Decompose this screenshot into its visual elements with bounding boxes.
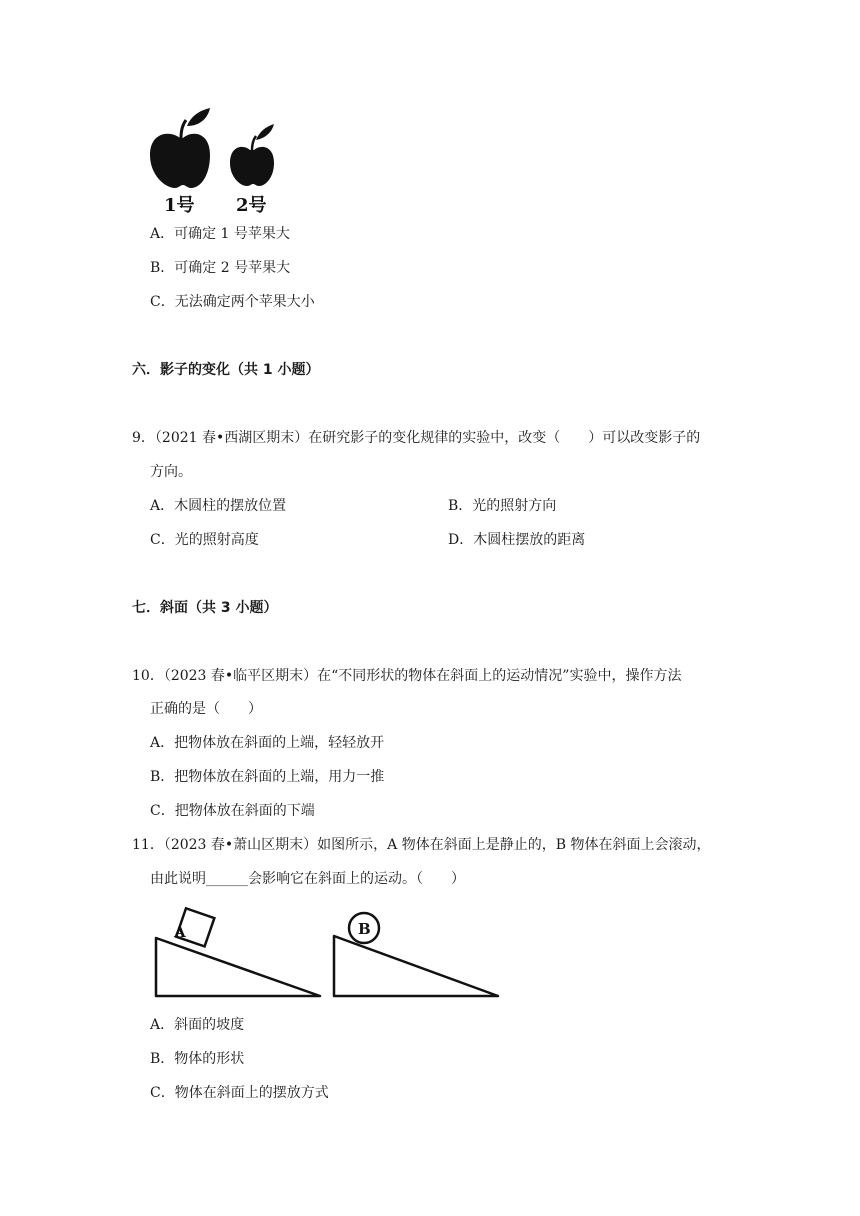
block-a-label: A [174, 923, 186, 941]
section-7-title: 七．斜面（共 3 小题） [132, 600, 278, 616]
q10-option-c: C．把物体放在斜面的下端 [150, 803, 315, 819]
apple-2-icon [230, 124, 274, 186]
q9-line2: 方向。 [150, 464, 192, 480]
q11-option-b: B．物体的形状 [150, 1051, 245, 1067]
apple-2-label: 2号 [236, 195, 267, 216]
q9-option-a: A．木圆柱的摆放位置 [150, 498, 287, 514]
section-6-title: 六．影子的变化（共 1 小题） [132, 362, 320, 378]
slope-a [156, 908, 320, 996]
apples-figure [140, 100, 290, 218]
q8-option-c: C．无法确定两个苹果大小 [150, 294, 315, 310]
q8-option-a: A．可确定 1 号苹果大 [150, 226, 290, 242]
q11-option-c: C．物体在斜面上的摆放方式 [150, 1085, 329, 1101]
q9-option-d: D．木圆柱摆放的距离 [448, 532, 586, 548]
slopes-figure [150, 906, 510, 1002]
q10-option-a: A．把物体放在斜面的上端，轻轻放开 [150, 735, 385, 751]
ball-b-label: B [358, 920, 371, 938]
q9-option-b: B．光的照射方向 [448, 498, 557, 514]
q11-line1: 11．（2023 春•萧山区期末）如图所示，A 物体在斜面上是静止的，B 物体在斜面上会滚动， [132, 837, 711, 853]
q9-line1: 9．（2021 春•西湖区期末）在研究影子的变化规律的实验中，改变（ ）可以改变影子的 [132, 430, 701, 446]
q11-line2: 由此说明______会影响它在斜面上的运动。（ ） [150, 871, 465, 887]
apple-1-icon [150, 108, 210, 188]
apple-1-label: 1号 [164, 195, 195, 216]
q9-option-c: C．光的照射高度 [150, 532, 259, 548]
q10-line1: 10．（2023 春•临平区期末）在“不同形状的物体在斜面上的运动情况”实验中，操作方法 [132, 668, 682, 684]
q11-option-a: A．斜面的坡度 [150, 1017, 245, 1033]
q8-option-b: B．可确定 2 号苹果大 [150, 260, 291, 276]
q10-option-b: B．把物体放在斜面的上端，用力一推 [150, 769, 385, 785]
slope-b [334, 913, 498, 996]
q10-line2: 正确的是（ ） [150, 701, 262, 717]
